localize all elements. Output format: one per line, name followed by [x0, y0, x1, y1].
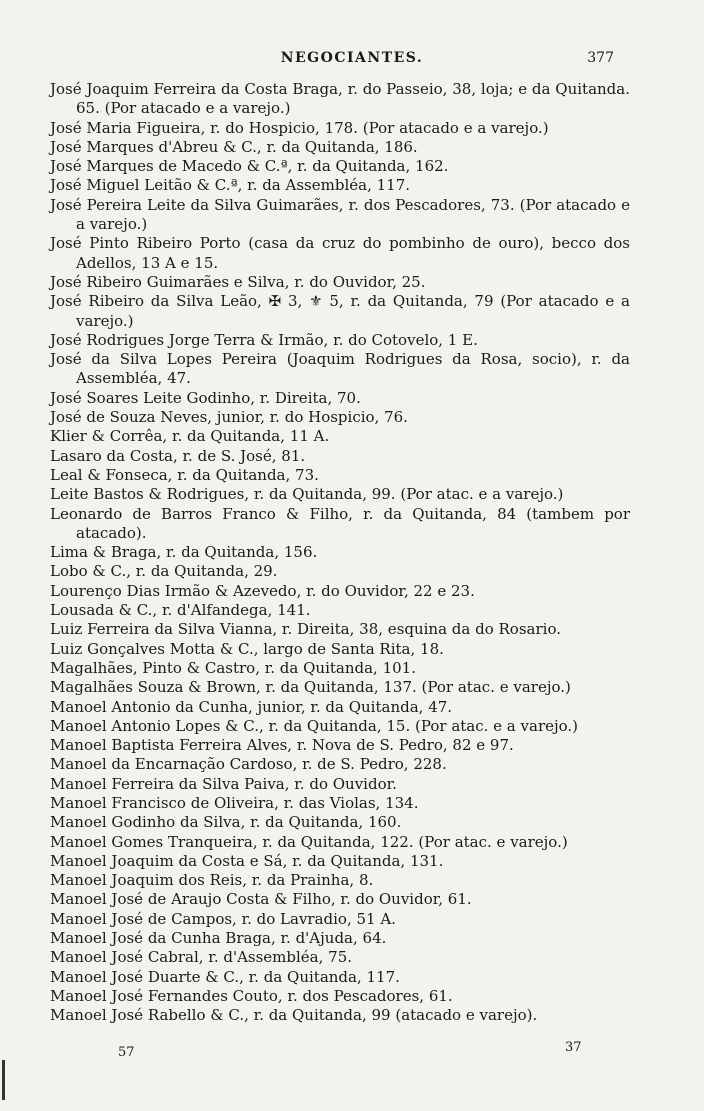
merchant-entry: Manoel da Encarnação Cardoso, r. de S. Pedro, 228.: [50, 755, 447, 774]
merchant-entry: Manoel José Rabello & C., r. da Quitanda, 99 (atacado e varejo).: [50, 1006, 538, 1025]
merchant-entry: Luiz Ferreira da Silva Vianna, r. Direita, 38, esquina da do Rosario.: [50, 620, 561, 639]
merchant-entry: Lasaro da Costa, r. de S. José, 81.: [50, 446, 306, 465]
merchant-entry: José Ribeiro Guimarães e Silva, r. do Ouvidor, 25.: [50, 272, 426, 291]
merchant-entry: José Rodrigues Jorge Terra & Irmão, r. do Cotovelo, 1 E.: [50, 330, 478, 349]
merchant-entry: José da Silva Lopes Pereira (Joaquim Rodrigues da Rosa, socio), r. da Assembléa, 47.: [50, 350, 630, 388]
merchant-entry: Leite Bastos & Rodrigues, r. da Quitanda, 99. (Por atac. e a varejo.): [50, 485, 564, 504]
merchant-entry: Lobo & C., r. da Quitanda, 29.: [50, 562, 278, 581]
merchant-entry: Leonardo de Barros Franco & Filho, r. da Quitanda, 84 (tambem por atacado).: [50, 504, 630, 542]
merchant-entry: José Ribeiro da Silva Leão, ✠ 3, ⚜ 5, r. da Quitanda, 79 (Por atacado e a varejo.): [50, 292, 630, 330]
merchant-entry: Manoel José de Araujo Costa & Filho, r. do Ouvidor, 61.: [50, 890, 472, 909]
merchant-entry: José Soares Leite Godinho, r. Direita, 70.: [50, 388, 361, 407]
merchant-entry: José Marques de Macedo & C.ª, r. da Quitanda, 162.: [50, 157, 449, 176]
merchant-entry: Manoel Ferreira da Silva Paiva, r. do Ouvidor.: [50, 774, 397, 793]
running-title: NEGOCIANTES.: [280, 50, 424, 66]
merchant-entry: Klier & Corrêa, r. da Quitanda, 11 A.: [50, 427, 330, 446]
merchant-entry: José de Souza Neves, junior, r. do Hospicio, 76.: [50, 408, 408, 427]
merchant-entry: José Marques d'Abreu & C., r. da Quitanda, 186.: [50, 137, 418, 156]
merchant-entry: Manoel Godinho da Silva, r. da Quitanda, 160.: [50, 813, 402, 832]
merchant-entry: Manoel Gomes Tranqueira, r. da Quitanda, 122. (Por atac. e varejo.): [50, 832, 568, 851]
merchant-entry: Manoel Francisco de Oliveira, r. das Violas, 134.: [50, 793, 419, 812]
merchant-entry: Lima & Braga, r. da Quitanda, 156.: [50, 543, 318, 562]
merchant-entry: Manoel José Fernandes Couto, r. dos Pescadores, 61.: [50, 986, 453, 1005]
page-number: 377: [587, 50, 614, 66]
merchant-entry: José Pereira Leite da Silva Guimarães, r. dos Pescadores, 73. (Por atacado e a varejo.): [50, 195, 630, 234]
merchant-entry: Manoel Antonio da Cunha, junior, r. da Quitanda, 47.: [50, 697, 453, 716]
merchant-entry: Lousada & C., r. d'Alfandega, 141.: [50, 601, 311, 620]
page-header: [0, 50, 704, 72]
merchant-entry: Manoel Baptista Ferreira Alves, r. Nova de S. Pedro, 82 e 97.: [50, 736, 514, 755]
merchant-list: [50, 80, 630, 1026]
signature-mark-right: 37: [565, 1040, 582, 1055]
merchant-entry: Manoel Joaquim da Costa e Sá, r. da Quitanda, 131.: [50, 851, 444, 870]
binding-edge: [2, 1060, 5, 1100]
merchant-entry: Manoel José Cabral, r. d'Assembléa, 75.: [50, 948, 353, 967]
merchant-entry: Leal & Fonseca, r. da Quitanda, 73.: [50, 465, 319, 484]
merchant-entry: Manoel José Duarte & C., r. da Quitanda, 117.: [50, 967, 400, 986]
merchant-entry: Lourenço Dias Irmão & Azevedo, r. do Ouvidor, 22 e 23.: [50, 581, 475, 600]
signature-mark-left: 57: [118, 1045, 135, 1060]
merchant-entry: Manoel José da Cunha Braga, r. d'Ajuda, 64.: [50, 929, 387, 948]
merchant-entry: Luiz Gonçalves Motta & C., largo de Santa Rita, 18.: [50, 639, 444, 658]
merchant-entry: Magalhães Souza & Brown, r. da Quitanda, 137. (Por atac. e varejo.): [50, 678, 571, 697]
merchant-entry: Manoel Antonio Lopes & C., r. da Quitanda, 15. (Por atac. e a varejo.): [50, 716, 579, 735]
merchant-entry: Manoel Joaquim dos Reis, r. da Prainha, 8.: [50, 871, 374, 890]
merchant-entry: Manoel José de Campos, r. do Lavradio, 51 A.: [50, 909, 396, 928]
merchant-entry: Magalhães, Pinto & Castro, r. da Quitanda, 101.: [50, 658, 416, 677]
merchant-entry: José Maria Figueira, r. do Hospicio, 178. (Por atacado e a varejo.): [50, 118, 549, 137]
merchant-entry: José Miguel Leitão & C.ª, r. da Assembléa, 117.: [50, 176, 410, 195]
merchant-entry: José Pinto Ribeiro Porto (casa da cruz do pombinho de ouro), becco dos Adellos, 13 A e 15.: [50, 234, 630, 272]
merchant-entry: José Joaquim Ferreira da Costa Braga, r. do Passeio, 38, loja; e da Quitanda. 65. (Por atacado e a varejo.): [50, 80, 630, 118]
